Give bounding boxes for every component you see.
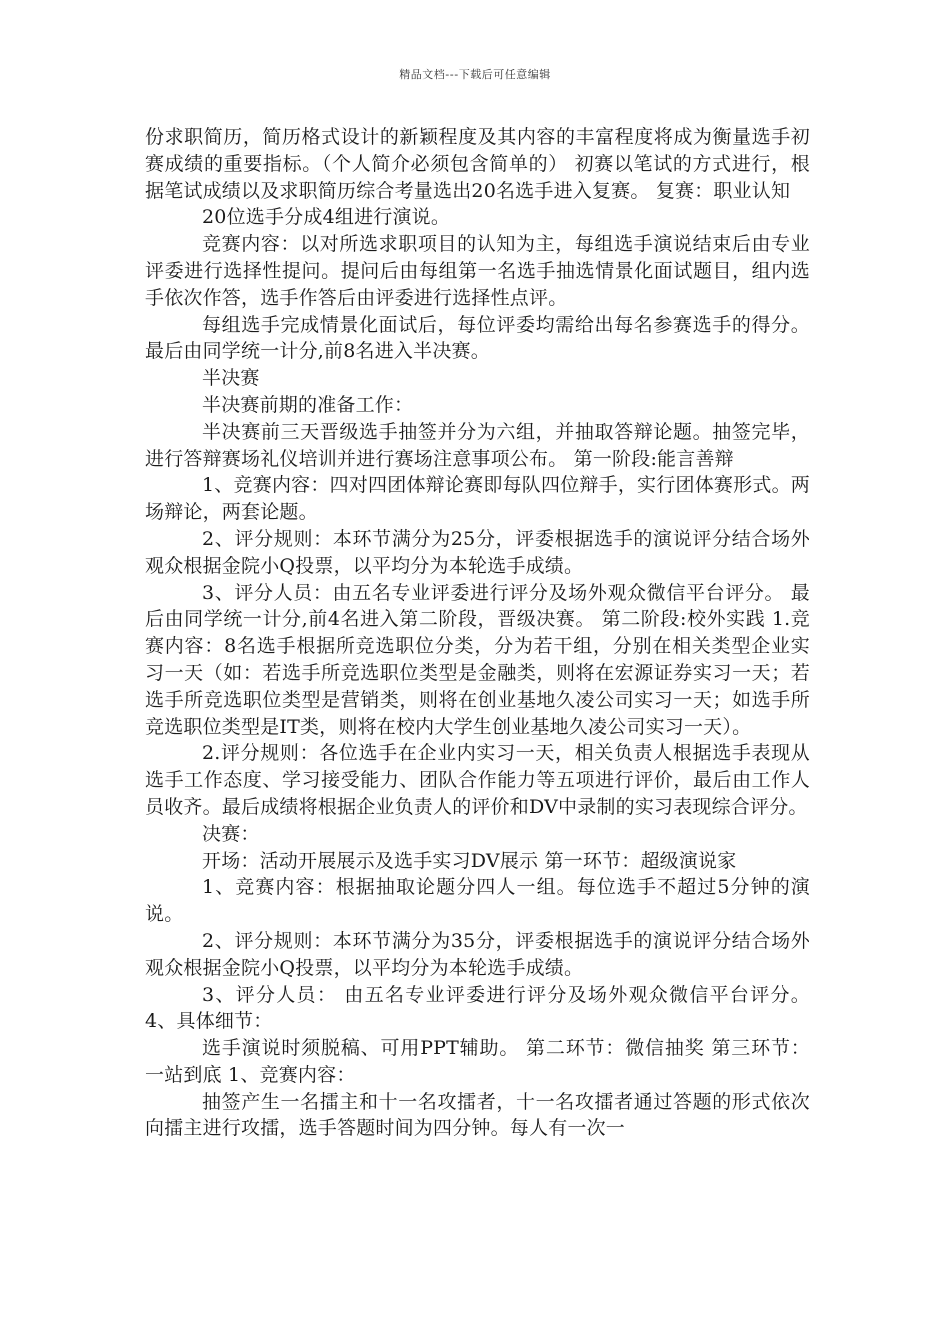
- paragraph: 半决赛前三天晋级选手抽签并分为六组，并抽取答辩论题。抽签完毕，进行答辩赛场礼仪培训并进行赛场注意事项公布。 第一阶段:能言善辩: [145, 420, 810, 470]
- paragraph: 份求职简历，简历格式设计的新颖程度及其内容的丰富程度将成为衡量选手初赛成绩的重要指标。（个人简介必须包含简单的） 初赛以笔试的方式进行，根据笔试成绩以及求职简历综合考量选出20名选手进入复赛。 复赛：职业认知: [145, 126, 810, 202]
- paragraph: 1、竞赛内容：四对四团体辩论赛即每队四位辩手，实行团体赛形式。两场辩论，两套论题。: [145, 474, 810, 524]
- section-heading: 半决赛: [202, 367, 260, 390]
- paragraph: 20位选手分成4组进行演说。: [202, 206, 451, 229]
- paragraph: 3、评分人员：由五名专业评委进行评分及场外观众微信平台评分。 最后由同学统一计分,前4名进入第二阶段，晋级决赛。 第二阶段:校外实践 1.竞赛内容：8名选手根据所竞选职位分类，分为若干组，分别在相关类型企业实习一天（如：若选手所竞选职位类型是金融类，则将在宏源证券实习一天；若选手所竞选职位类型是营销类，则将在创业基地久凌公司实习一天；如选手所竞选职位类型是IT类，则将在校内大学生创业基地久凌公司实习一天）。: [145, 581, 810, 738]
- paragraph: 2.评分规则：各位选手在企业内实习一天，相关负责人根据选手表现从选手工作态度、学习接受能力、团队合作能力等五项进行评价，最后由工作人员收齐。最后成绩将根据企业负责人的评价和DV中录制的实习表现综合评分。: [145, 742, 810, 818]
- document-body: [145, 124, 810, 1142]
- paragraph: 抽签产生一名擂主和十一名攻擂者，十一名攻擂者通过答题的形式依次向擂主进行攻擂，选手答题时间为四分钟。每人有一次一: [145, 1090, 810, 1140]
- section-heading: 决赛：: [202, 822, 260, 845]
- paragraph: 半决赛前期的准备工作：: [202, 393, 414, 416]
- paragraph: 2、评分规则：本环节满分为25分，评委根据选手的演说评分结合场外观众根据金院小Q投票，以平均分为本轮选手成绩。: [145, 527, 810, 577]
- paragraph: 选手演说时须脱稿、可用PPT辅助。 第二环节：微信抽奖 第三环节：一站到底 1、竞赛内容：: [145, 1037, 810, 1086]
- paragraph: 竞赛内容：以对所选求职项目的认知为主，每组选手演说结束后由专业评委进行选择性提问。提问后由每组第一名选手抽选情景化面试题目，组内选手依次作答，选手作答后由评委进行选择性点评。: [145, 233, 810, 309]
- page-header: 精品文档---下载后可任意编辑: [399, 68, 551, 81]
- paragraph: 每组选手完成情景化面试后，每位评委均需给出每名参赛选手的得分。最后由同学统一计分,前8名进入半决赛。: [145, 313, 810, 363]
- paragraph: 3、评分人员： 由五名专业评委进行评分及场外观众微信平台评分。 4、具体细节：: [145, 983, 810, 1033]
- paragraph: 1、竞赛内容：根据抽取论题分四人一组。每位选手不超过5分钟的演说。: [145, 876, 810, 926]
- paragraph: 2、评分规则：本环节满分为35分，评委根据选手的演说评分结合场外观众根据金院小Q投票，以平均分为本轮选手成绩。: [145, 929, 810, 979]
- paragraph: 开场：活动开展展示及选手实习DV展示 第一环节：超级演说家: [202, 849, 737, 872]
